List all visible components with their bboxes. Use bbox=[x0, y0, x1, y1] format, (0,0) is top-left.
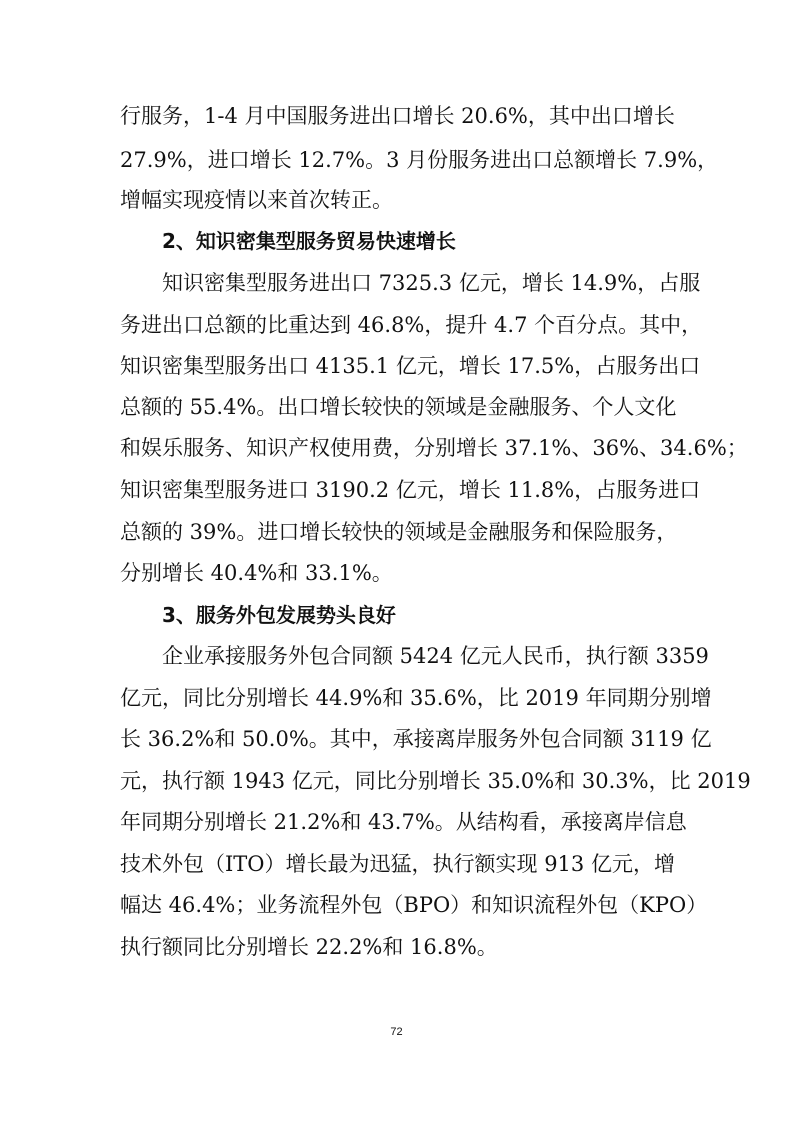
paragraph-text: 务进出口总额的比重达到 46.8%，提升 4.7 个百分点。其中， bbox=[120, 313, 703, 337]
section-heading-line bbox=[0, 221, 793, 261]
paragraph-text: 长 36.2%和 50.0%。其中，承接离岸服务外包合同额 3119 亿 bbox=[120, 727, 712, 751]
page-number: 72 bbox=[390, 1026, 403, 1038]
paragraph-text: 元，执行额 1943 亿元，同比分别增长 35.0%和 30.3%，比 2019 bbox=[120, 769, 751, 793]
paragraph-text: 企业承接服务外包合同额 5424 亿元人民币，执行额 3359 bbox=[162, 644, 709, 668]
paragraph-text: 27.9%，进口增长 12.7%。3 月份服务进出口总额增长 7.9%， bbox=[120, 148, 719, 172]
paragraph-text: 分别增长 40.4%和 33.1%。 bbox=[120, 561, 393, 585]
text-line bbox=[0, 140, 793, 180]
text-line bbox=[0, 553, 793, 593]
paragraph-text: 亿元，同比分别增长 44.9%和 35.6%，比 2019 年同期分别增 bbox=[120, 686, 712, 710]
text-line bbox=[0, 180, 793, 220]
text-line bbox=[0, 636, 793, 676]
text-line bbox=[0, 96, 793, 136]
paragraph-text: 年同期分别增长 21.2%和 43.7%。从结构看，承接离岸信息 bbox=[120, 810, 687, 834]
paragraph-text: 执行额同比分别增长 22.2%和 16.8%。 bbox=[120, 935, 498, 959]
paragraph-text: 知识密集型服务进口 3190.2 亿元，增长 11.8%，占服务进口 bbox=[120, 478, 701, 502]
paragraph-text: 知识密集型服务出口 4135.1 亿元，增长 17.5%，占服务出口 bbox=[120, 354, 701, 378]
text-line bbox=[0, 305, 793, 345]
text-line bbox=[0, 346, 793, 386]
paragraph-text: 幅达 46.4%；业务流程外包（BPO）和知识流程外包（KPO） bbox=[120, 893, 708, 917]
paragraph-text: 行服务，1-4 月中国服务进出口增长 20.6%，其中出口增长 bbox=[120, 104, 675, 128]
text-line bbox=[0, 678, 793, 718]
text-line bbox=[0, 761, 793, 801]
text-line bbox=[0, 512, 793, 552]
paragraph-text: 总额的 55.4%。出口增长较快的领域是金融服务、个人文化 bbox=[120, 395, 677, 419]
paragraph-text: 总额的 39%。进口增长较快的领域是金融服务和保险服务， bbox=[120, 520, 678, 544]
paragraph-text: 技术外包（ITO）增长最为迅猛，执行额实现 913 亿元，增 bbox=[120, 852, 675, 876]
text-line bbox=[0, 470, 793, 510]
paragraph-text: 和娱乐服务、知识产权使用费，分别增长 37.1%、36%、34.6%； bbox=[120, 436, 748, 460]
text-line bbox=[0, 387, 793, 427]
text-line bbox=[0, 719, 793, 759]
text-line bbox=[0, 802, 793, 842]
paragraph-text: 知识密集型服务进出口 7325.3 亿元，增长 14.9%，占服 bbox=[162, 271, 701, 295]
text-line bbox=[0, 885, 793, 925]
paragraph-text: 增幅实现疫情以来首次转正。 bbox=[120, 188, 393, 212]
section-2-heading: 2、知识密集型服务贸易快速增长 bbox=[162, 229, 456, 253]
text-line bbox=[0, 263, 793, 303]
text-line bbox=[0, 428, 793, 468]
section-3-heading: 3、服务外包发展势头良好 bbox=[162, 603, 396, 627]
section-heading-line bbox=[0, 595, 793, 635]
text-line bbox=[0, 927, 793, 967]
text-line bbox=[0, 844, 793, 884]
